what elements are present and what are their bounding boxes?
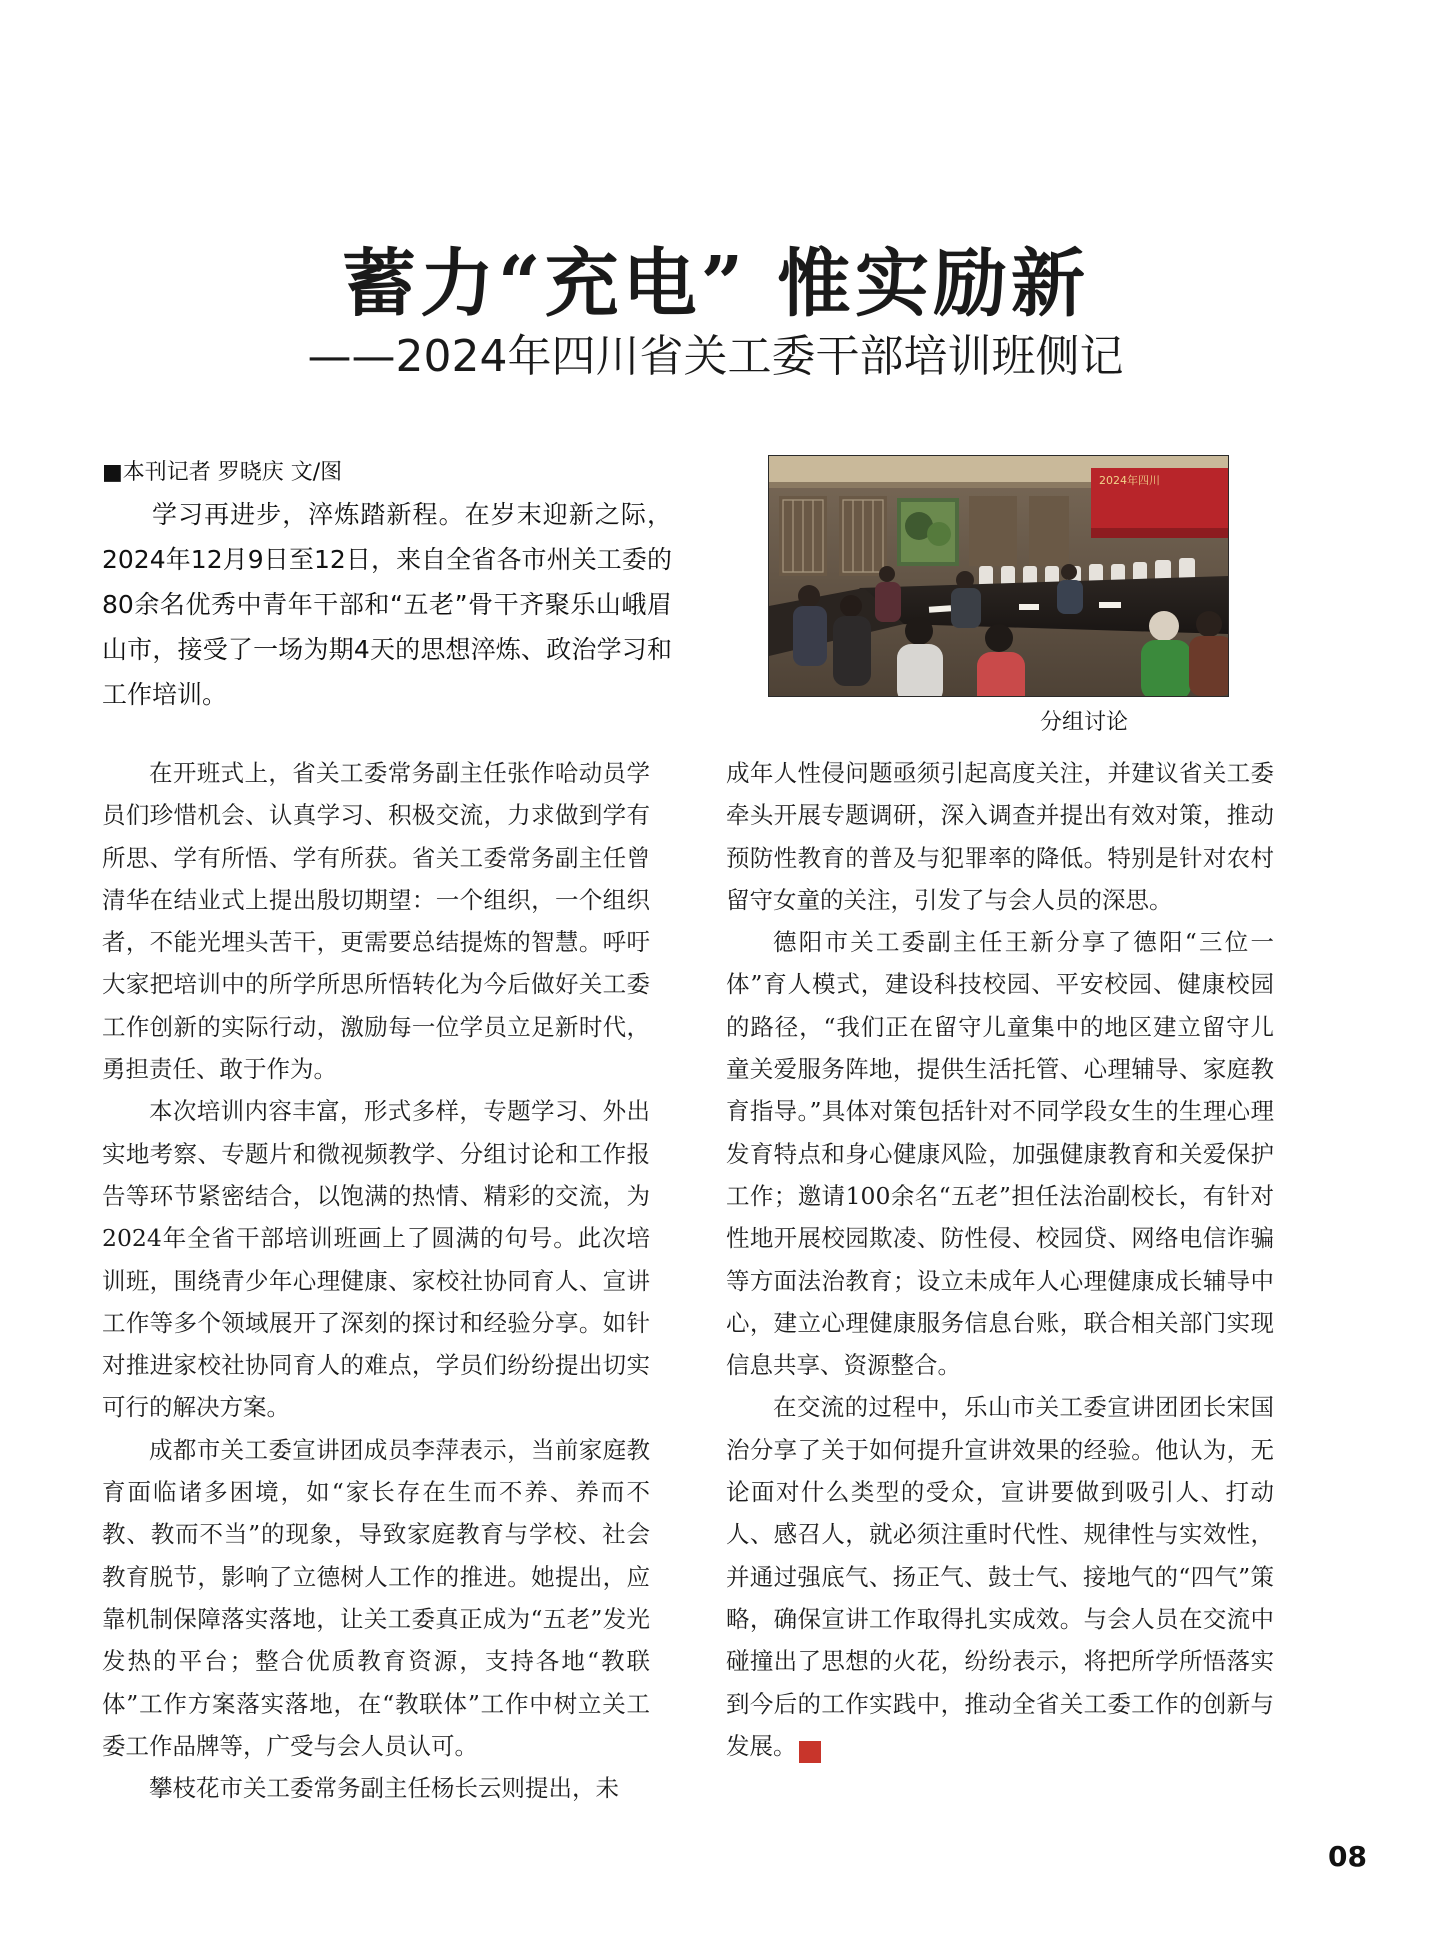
photo-caption: 分组讨论: [1040, 710, 1129, 735]
byline: ■本刊记者 罗晓庆 文/图: [102, 460, 343, 485]
lead-paragraph: 学习再进步，淬炼踏新程。在岁末迎新之际，2024年12月9日至12日，来自全省各市州关工委的80余名优秀中青年干部和“五老”骨干齐聚乐山峨眉山市，接受了一场为期4天的思想淬炼、政治学习和工作培训。: [102, 500, 672, 709]
end-mark-icon: 关: [799, 1741, 821, 1763]
body-paragraph: 成都市关工委宣讲团成员李萍表示，当前家庭教育面临诸多困境，如“家长存在生而不养、养而不教、教而不当”的现象，导致家庭教育与学校、社会教育脱节，影响了立德树人工作的推进。她提出，应靠机制保障落实落地，让关工委真正成为“五老”发光发热的平台；整合优质教育资源，支持各地“教联体”工作方案落实落地，在“教联体”工作中树立关工委工作品牌等，广受与会人员认可。: [102, 1435, 650, 1760]
body-column-right: [726, 752, 1274, 1767]
page-number: 08: [1328, 1840, 1367, 1873]
body-paragraph: 攀枝花市关工委常务副主任杨长云则提出，未: [149, 1774, 619, 1803]
body-paragraph: 德阳市关工委副主任王新分享了德阳“三位一体”育人模式，建设科技校园、平安校园、健康校园的路径，“我们正在留守儿童集中的地区建立留守儿童关爱服务阵地，提供生活托管、心理辅导、家庭教育指导。”具体对策包括针对不同学段女生的生理心理发育特点和身心健康风险，加强健康教育和关爱保护工作；邀请100余名“五老”担任法治副校长，有针对性地开展校园欺凌、防性侵、校园贷、网络电信诈骗等方面法治教育；设立未成年人心理健康成长辅导中心，建立心理健康服务信息台账，联合相关部门实现信息共享、资源整合。: [726, 928, 1274, 1380]
article-subtitle: ——2024年四川省关工委干部培训班侧记: [307, 331, 1124, 382]
article-title: 蓄力“充电” 惟实励新: [342, 241, 1089, 327]
body-paragraph: 在开班式上，省关工委常务副主任张作哈动员学员们珍惜机会、认真学习、积极交流，力求做到学有所思、学有所悟、学有所获。省关工委常务副主任曾清华在结业式上提出殷切期望：一个组织，一个组织者，不能光埋头苦干，更需要总结提炼的智慧。呼吁大家把培训中的所学所思所悟转化为今后做好关工委工作创新的实际行动，激励每一位学员立足新时代，勇担责任、敢于作为。: [102, 759, 650, 1084]
body-paragraph: [726, 1386, 1274, 1767]
body-column-left: [102, 752, 650, 1809]
body-paragraph-text: 在交流的过程中，乐山市关工委宣讲团团长宋国治分享了关于如何提升宣讲效果的经验。他认为，无论面对什么类型的受众，宣讲要做到吸引人、打动人、感召人，就必须注重时代性、规律性与实效性，并通过强底气、扬正气、鼓士气、接地气的“四气”策略，确保宣讲工作取得扎实成效。与会人员在交流中碰撞出了思想的火花，纷纷表示，将把所学所悟落实到今后的工作实践中，推动全省关工委工作的创新与发展。: [726, 1393, 1274, 1760]
body-paragraph: 本次培训内容丰富，形式多样，专题学习、外出实地考察、专题片和微视频教学、分组讨论和工作报告等环节紧密结合，以饱满的热情、精彩的交流，为2024年全省干部培训班画上了圆满的句号。此次培训班，围绕青少年心理健康、家校社协同育人、宣讲工作等多个领域展开了深刻的探讨和经验分享。如针对推进家校社协同育人的难点，学员们纷纷提出切实可行的解决方案。: [102, 1097, 650, 1422]
body-paragraph-continued: 成年人性侵问题亟须引起高度关注，并建议省关工委牵头开展专题调研，深入调查并提出有效对策，推动预防性教育的普及与犯罪率的降低。特别是针对农村留守女童的关注，引发了与会人员的深思。: [726, 759, 1274, 914]
group-discussion-photo: [768, 455, 1229, 697]
meeting-banner-text: 2024年四川: [1099, 474, 1160, 487]
